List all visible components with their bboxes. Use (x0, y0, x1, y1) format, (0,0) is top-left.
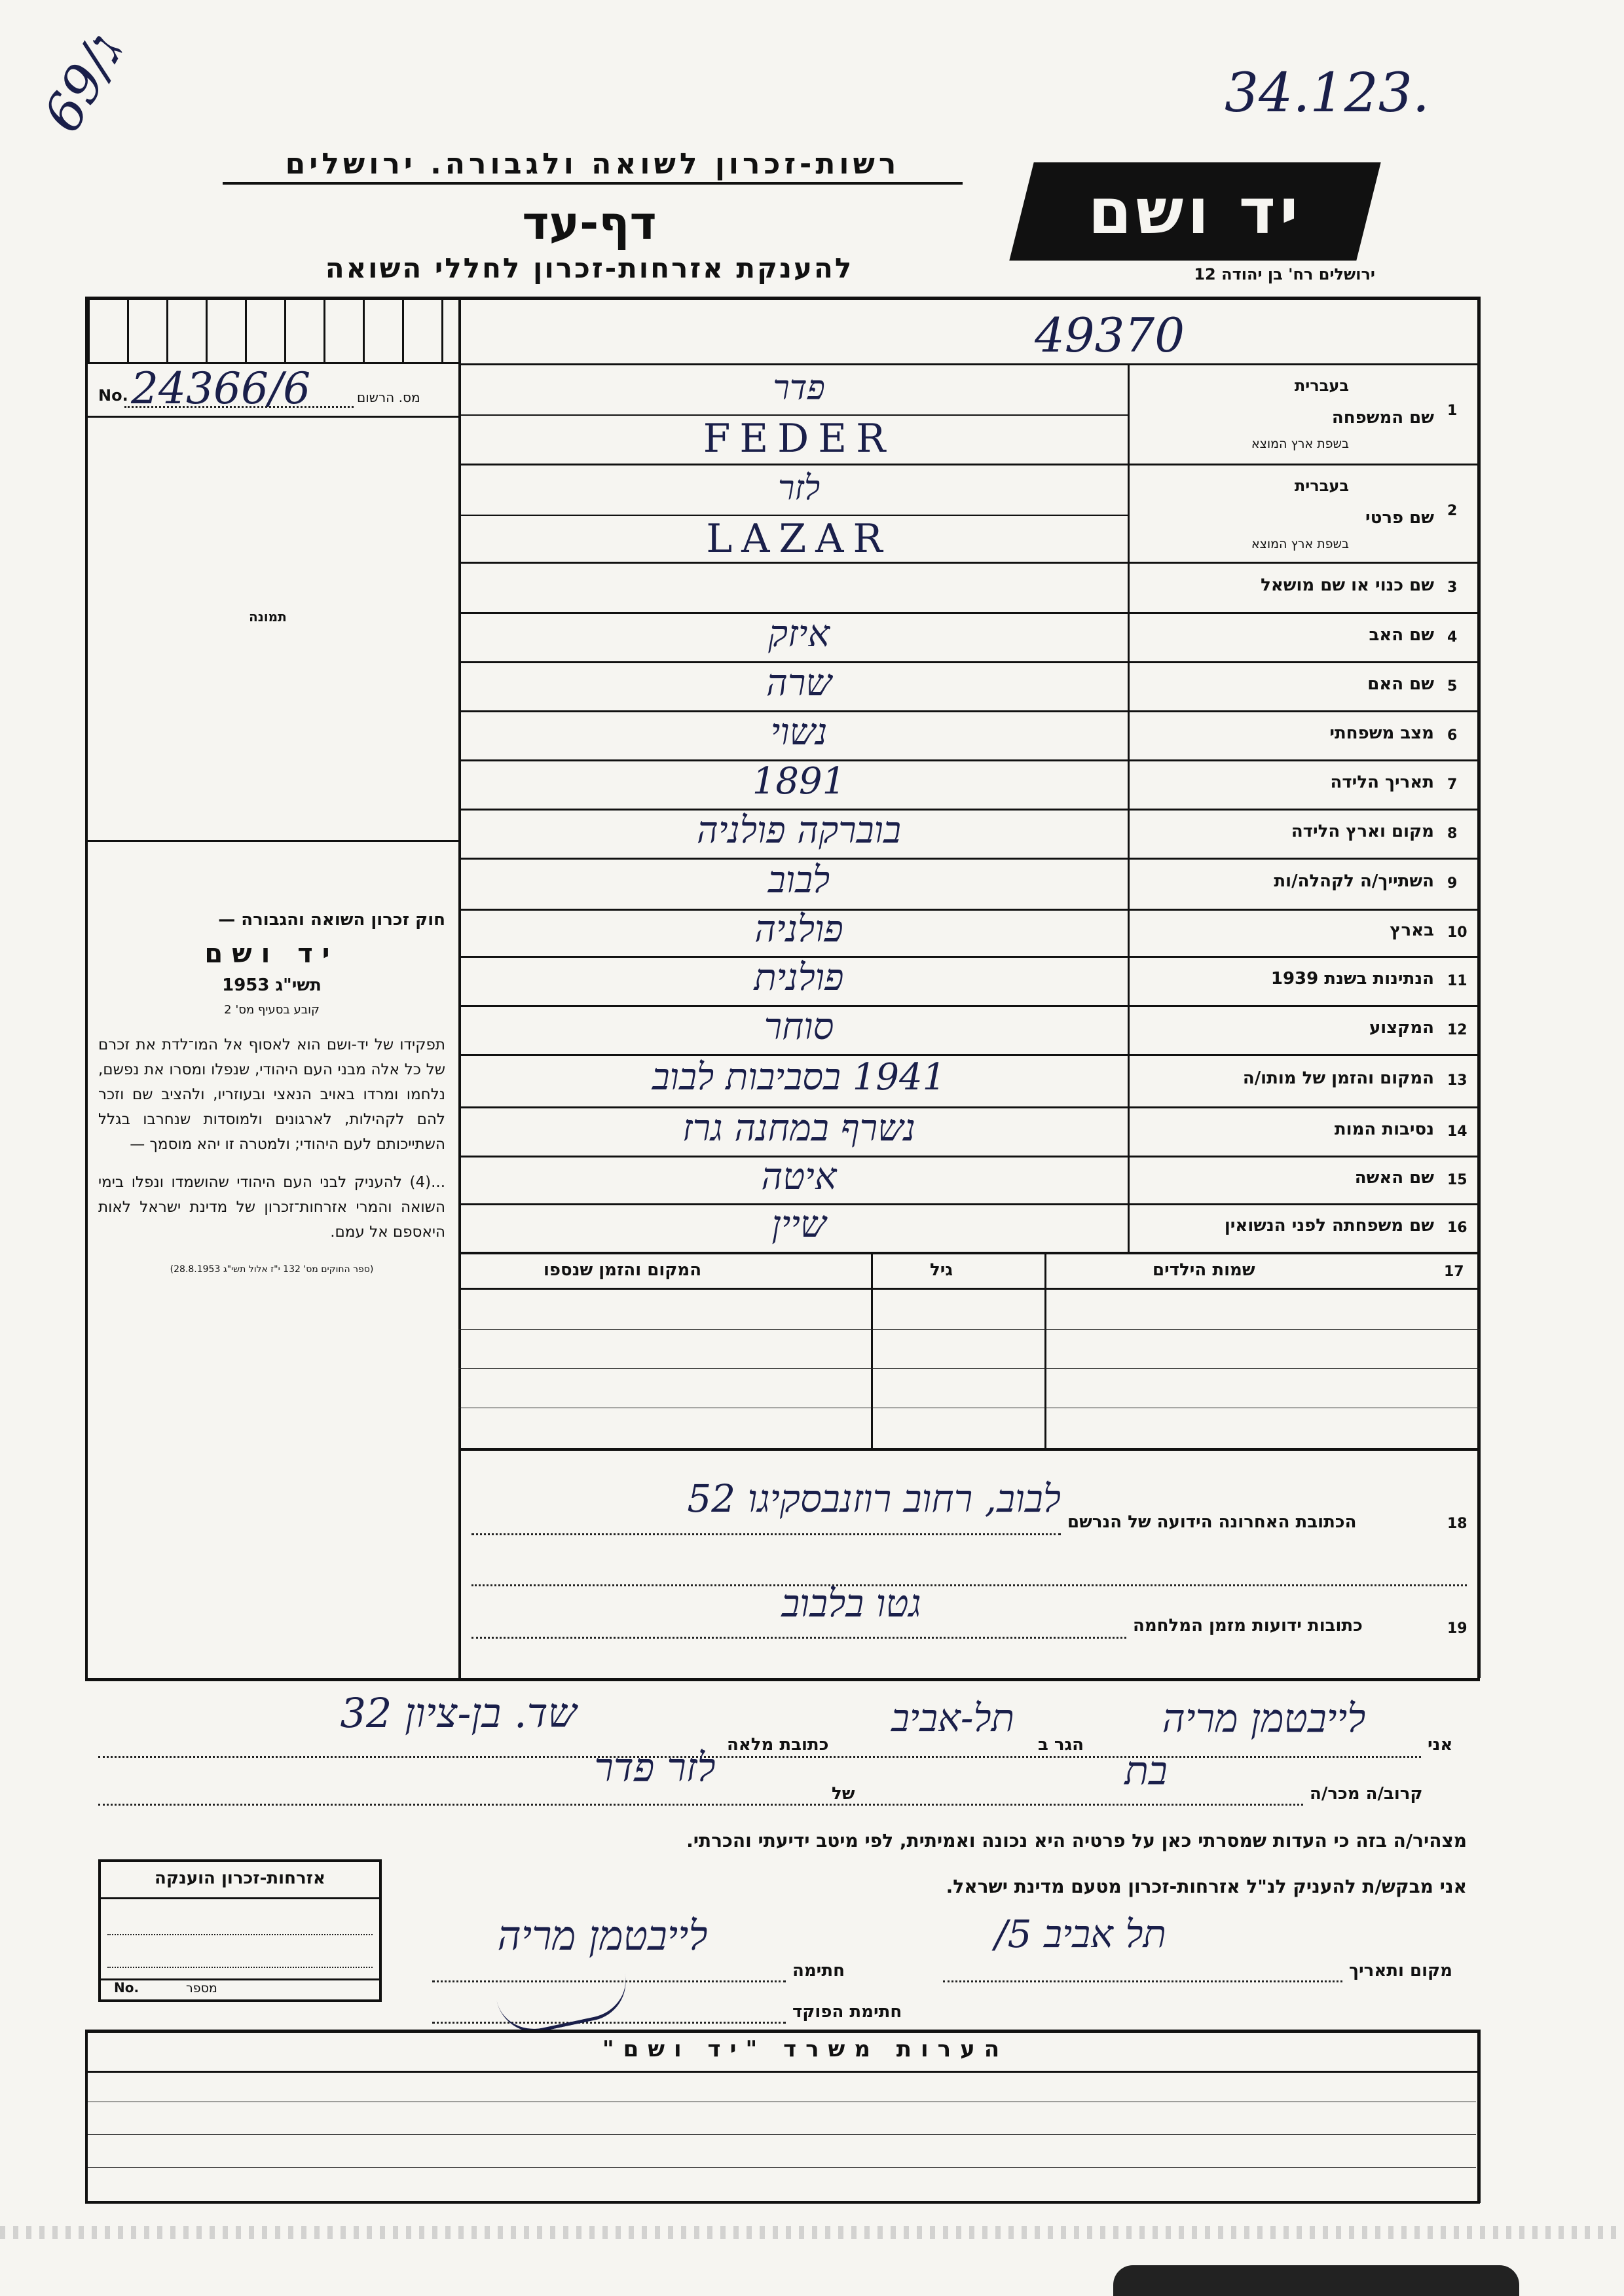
field-13-label: המקום והזמן של מותו/ה (1242, 1068, 1434, 1088)
number-row-divider (458, 363, 1480, 365)
children-bottom (458, 1448, 1480, 1451)
official-mark (493, 1958, 633, 2039)
signature-label: חתימה (792, 1961, 845, 1980)
field-7-value: 1891 (752, 760, 846, 803)
remarks-title-line (85, 2071, 1480, 2073)
field-4-value: איזק (768, 613, 830, 655)
law-title: חוק זכרון השואה והגבורה — (218, 910, 445, 930)
law-source: (ספר החוקים מס' 132 י"ז אלול תשי"ג 28.8.1953) (170, 1264, 374, 1275)
field-2-hebrew-tag: בעברית (1294, 477, 1349, 495)
remarks-line-2 (88, 2134, 1476, 2135)
field-5-num: 5 (1447, 678, 1458, 695)
yad-vashem-logo (1009, 162, 1380, 261)
field-6-label: מצב משפחתי (1329, 723, 1434, 743)
field-4-label: שם האב (1369, 625, 1434, 645)
field-11-label: הנתינות בשנת 1939 (1270, 968, 1434, 989)
field-10-num: 10 (1447, 924, 1467, 941)
field-12-num: 12 (1447, 1021, 1467, 1038)
children-col-names: שמות הילדים (1153, 1260, 1255, 1280)
field-1-value-hebrew: פדר (773, 369, 825, 408)
registry-label: מס. הרשום (357, 390, 420, 405)
declarant-ani: אני (1428, 1735, 1453, 1755)
scan-edge (0, 2226, 1624, 2239)
registry-dots (124, 406, 354, 408)
field-18-num: 18 (1447, 1516, 1467, 1532)
field-19-num: 19 (1447, 1620, 1467, 1637)
field-19-label: כתובות ידועות מזמן המלחמה (1133, 1616, 1363, 1635)
field-13-value: 1941 בסביבות לבוב (652, 1056, 946, 1099)
corner-stamp: 69/ג (31, 24, 136, 143)
field-1-local-tag: בשפת ארץ המוצא (1251, 437, 1349, 451)
declarant-city: תל-אביב (891, 1696, 1015, 1740)
field-16-label: שם משפחתה לפני הנשואין (1224, 1216, 1434, 1235)
field-18-value: לבוב, רחוב רוזנבסקיגו 52 (687, 1476, 1061, 1521)
field-10-value: פולניה (754, 908, 843, 951)
field-15-label: שם האשה (1354, 1167, 1434, 1188)
field-11-num: 11 (1447, 972, 1467, 989)
children-num: 17 (1444, 1264, 1464, 1280)
children-row-2 (458, 1368, 1480, 1369)
field-15-num: 15 (1447, 1171, 1467, 1188)
logo-address: ירושלים רח' בן יהודה 12 (1194, 265, 1375, 283)
place-date-value: תל אביב 5/ (995, 1912, 1166, 1956)
declarant-name: לייבטמן מריה (1162, 1696, 1366, 1741)
law-clause: קובע בסעיף מס' 2 (224, 1003, 320, 1017)
law-name: יד ושם (204, 939, 339, 969)
scan-edge-dark (1113, 2265, 1519, 2296)
citizenship-no: No. (114, 1980, 139, 1995)
logo-text: יד ושם (1088, 175, 1302, 248)
declarant-dots-2 (98, 1804, 1303, 1806)
registry-boxes (88, 300, 458, 362)
request-text: אני מבקש/ת להעניק לנ"ל אזרחות-זכרון מטעם מדינת ישראל. (946, 1876, 1467, 1897)
field-11-value: פולנית (754, 957, 844, 999)
form-frame-right (1477, 297, 1481, 1678)
children-col-place: המקום והזמן שנספו (544, 1260, 702, 1280)
field-13-num: 13 (1447, 1072, 1467, 1089)
field-1-num: 1 (1447, 403, 1458, 419)
top-section-bottom (85, 1678, 1480, 1681)
field-19-value: גטו בלבוב (781, 1581, 921, 1626)
form-title: דף-עד (522, 196, 657, 250)
remarks-frame-top (85, 2030, 1480, 2033)
field-2-label: שם פרטי (1365, 508, 1434, 528)
field-15-value: איטה (761, 1156, 837, 1198)
field-12-label: המקצוע (1369, 1017, 1434, 1038)
place-date-label: מקום ותאריך (1349, 1961, 1452, 1980)
field-6-num: 6 (1447, 727, 1458, 744)
declarant-relative-label: קרוב/ה מכר/ה (1310, 1784, 1423, 1804)
field-8-value: בוברקה פולניה (697, 809, 901, 852)
field-16-value: שיין (771, 1203, 826, 1246)
official-dots (432, 2022, 786, 2024)
field-10-label: בארץ (1390, 920, 1434, 940)
field-5-value: שרה (766, 662, 832, 704)
field-14-label: נסיבות המות (1334, 1119, 1434, 1139)
declarant-address: שד. בן-ציון 32 (340, 1689, 577, 1737)
field-1-value-local: FEDER (703, 416, 895, 462)
form-frame-left (85, 297, 88, 1678)
field-1-hebrew-tag: בעברית (1294, 376, 1349, 395)
registry-bottom (85, 416, 460, 418)
form-subtitle: להענקת אזרחות-זכרון לחללי השואה (325, 252, 854, 284)
field-18-label: הכתובת האחרונה הידועה של הנרשם (1067, 1512, 1357, 1532)
field-14-value: נשרף במחנה גרז (682, 1107, 915, 1150)
field-5-label: שם האם (1367, 674, 1434, 694)
remarks-line-3 (88, 2167, 1476, 2168)
field-9-value: לבוב (767, 859, 830, 902)
signature-value: לייבטמן מריה (497, 1912, 708, 1959)
field-18-dots (471, 1533, 1061, 1535)
field-1-label: שם המשפחה (1331, 408, 1434, 428)
law-paragraph-1: תפקידו של יד-ושם הוא לאסוף אל המו־לדת את זכרם של כל אלה מבני העם היהודי, שנפלו ומסרו את נפשם, נלחמו ומרדו באויב הנאצי ובעוזריו, ולהציב שם וזכר להם לקהילות, לארגונים ולמוסדות שנחרבו בגלל השתייכותם לעם היהודי; ולמטרה זו יהא מוסמך — (98, 1036, 445, 1153)
field-8-num: 8 (1447, 825, 1458, 842)
handwritten-number: 49370 (1035, 308, 1185, 363)
remarks-title: הערות משרד "יד ושם" (602, 2036, 1009, 2062)
field-9-num: 9 (1447, 875, 1458, 892)
declarant-of-label: של (832, 1784, 855, 1804)
field-2-value-local: LAZAR (706, 516, 892, 562)
citizenship-title: אזרחות-זכרון הוענקה (155, 1868, 325, 1888)
org-line: רשות-זכרון לשואה ולגבורה. ירושלים (223, 147, 963, 185)
field-3-num: 3 (1447, 579, 1458, 596)
remarks-frame-right (1477, 2030, 1481, 2203)
declarant-of-name: לזר פדר (594, 1745, 716, 1791)
children-col-age: גיל (930, 1260, 953, 1280)
left-column-divider (458, 297, 461, 1678)
registry-value: 24366/6 (131, 363, 311, 414)
field-row-separator (458, 464, 1480, 465)
field-6-value: נשוי (770, 711, 828, 754)
field-2-num: 2 (1447, 503, 1458, 519)
remarks-frame-left (85, 2030, 88, 2203)
children-col-1 (871, 1252, 873, 1448)
official-signature-label: חתימת הפוקד (792, 2002, 902, 2022)
declarant-resides-label: הגר ב (1038, 1735, 1084, 1755)
children-header-top (458, 1252, 1480, 1254)
law-box (98, 910, 445, 1275)
law-paragraph-2: ...(4) להעניק לבני העם היהודי שהושמדו ונפלו בימי השואה והמרי אזרחות־זכרון של מדינת ישראל לאות היאספם אל עמם. (98, 1174, 445, 1241)
declarant-address-label: כתובת מלאה (727, 1735, 829, 1755)
field-9-label: השתייך/ה לקהלה/ות (1274, 871, 1434, 891)
field-2-local-tag: בשפת ארץ המוצא (1251, 537, 1349, 551)
field-16-num: 16 (1447, 1220, 1467, 1236)
field-7-num: 7 (1447, 776, 1458, 793)
field-19-dots (471, 1637, 1126, 1639)
field-2-value-hebrew: לזר (777, 469, 821, 508)
remarks-frame-bottom (85, 2201, 1480, 2204)
children-col-2 (1044, 1252, 1046, 1448)
declarant-relation: בת (1124, 1748, 1168, 1794)
field-14-num: 14 (1447, 1123, 1467, 1140)
field-4-num: 4 (1447, 629, 1458, 646)
place-date-dots (943, 1980, 1342, 1982)
children-header-bottom (458, 1288, 1480, 1290)
field-7-label: תאריך הלידה (1330, 772, 1434, 792)
field-8-label: מקום וארץ הלידה (1291, 821, 1434, 841)
declaration-text: מצהיר/ה בזה כי העדות שמסרתי כאן על פרטיה היא נכונה ואמיתית, לפי מיטב ידיעתי והכרתי. (686, 1830, 1467, 1851)
law-year: תשי"ג 1953 (222, 975, 322, 995)
children-row-1 (458, 1329, 1480, 1330)
top-number: 34.123. (1225, 62, 1430, 124)
field-3-label: שם כנוי או שם מושאל (1261, 575, 1434, 595)
label-column-divider (1128, 363, 1130, 1252)
registry-no-prefix: No. (98, 386, 128, 405)
citizenship-number-label: מספר (186, 1981, 217, 1995)
photo-label: תמונה (249, 609, 287, 625)
photo-bottom (85, 840, 460, 842)
field-12-value: סוחר (764, 1006, 834, 1048)
field-row-separator (458, 562, 1480, 564)
citizenship-box (98, 1859, 382, 2002)
